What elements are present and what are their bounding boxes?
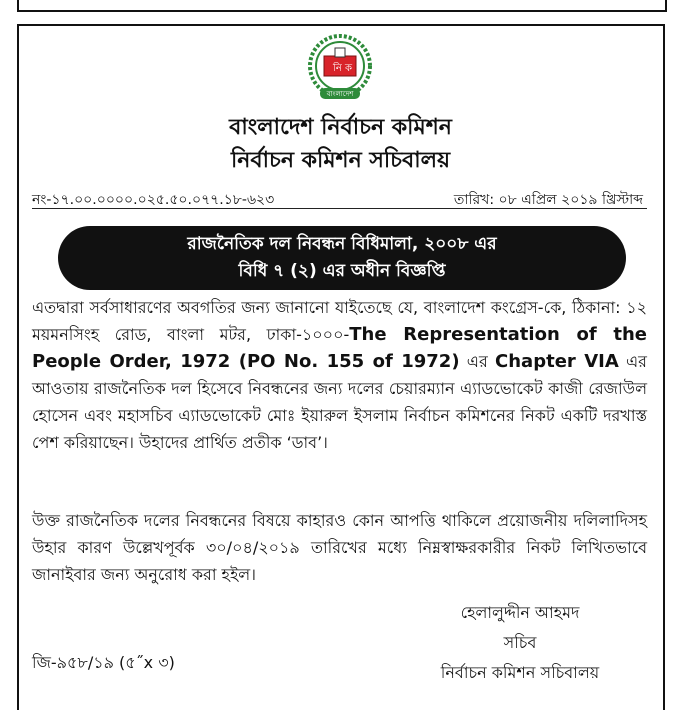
signatory-name: হেলালুদ্দীন আহমদ: [460, 603, 580, 622]
memo-date: তারিখ: ০৮ এপ্রিল ২০১৯ খ্রিস্টাব্দ: [453, 192, 643, 208]
body-paragraph-1: [32, 294, 647, 456]
office-name: নির্বাচন কমিশন সচিবালয়: [230, 148, 451, 173]
p1-chapter-reference: Chapter VIA: [495, 351, 619, 372]
body-paragraph-2: উক্ত রাজনৈতিক দলের নিবন্ধনের বিষয়ে কাহারও কোন আপত্তি থাকিলে প্রয়োজনীয় দলিলাদিসহ উহার কারণ উল্লেখপূর্বক ৩০/০৪/২০১৯ তারিখের মধ্যে নিম্নস্বাক্ষরকারীর নিকট লিখিতভাবে জানাইবার জন্য অনুরোধ করা হইল।: [32, 511, 647, 584]
memo-number: নং-১৭.০০.০০০০.০২৫.৫০.০৭৭.১৮-৬২৩: [32, 192, 275, 208]
banner-line-1: রাজনৈতিক দল নিবন্ধন বিধিমালা, ২০০৮ এর: [187, 234, 497, 254]
ad-code: জি-৯৫৮/১৯ (৫˝x ৩): [32, 653, 175, 672]
banner-line-2: বিধি ৭ (২) এর অধীন বিজ্ঞপ্তি: [238, 261, 446, 281]
signatory-title: সচিব: [503, 633, 537, 652]
previous-ad-border: [17, 0, 667, 12]
p1-text-c: এর আওতায় রাজনৈতিক দল হিসেবে নিবন্ধনের জন্য দলের চেয়ারম্যান এ্যাডভোকেট কাজী রেজাউল হোসেন এবং মহাসচিব এ্যাডভোকেট মোঃ ইয়ারুল ইসলাম নির্বাচন কমিশনের নিকট একটি দরখাস্ত পেশ করিয়াছেন। উহাদের প্রার্থিত প্রতীক ‘ডাব’।: [32, 352, 647, 452]
notice-title-banner: [58, 226, 626, 290]
org-name: বাংলাদেশ নির্বাচন কমিশন: [229, 115, 452, 140]
signatory-office: নির্বাচন কমিশন সচিবালয়: [440, 663, 600, 682]
p1-text-b: এর: [459, 352, 496, 371]
svg-text:বাংলাদেশ: বাংলাদেশ: [326, 90, 354, 98]
svg-text:নি ক: নি ক: [333, 63, 353, 74]
header-divider: [32, 208, 647, 209]
election-commission-logo-icon: [302, 30, 378, 106]
p1-law-reference: The Representation of the People Order, 1972 (PO No. 155 of 1972): [32, 324, 648, 372]
p1-text-a: এতদ্বারা সর্বসাধারণের অবগতির জন্য জানানো যাইতেছে যে, বাংলাদেশ কংগ্রেস-কে, ঠিকানা: ১২ ময়মনসিংহ রোড, বাংলা মটর, ঢাকা-১০০০-: [32, 298, 647, 344]
